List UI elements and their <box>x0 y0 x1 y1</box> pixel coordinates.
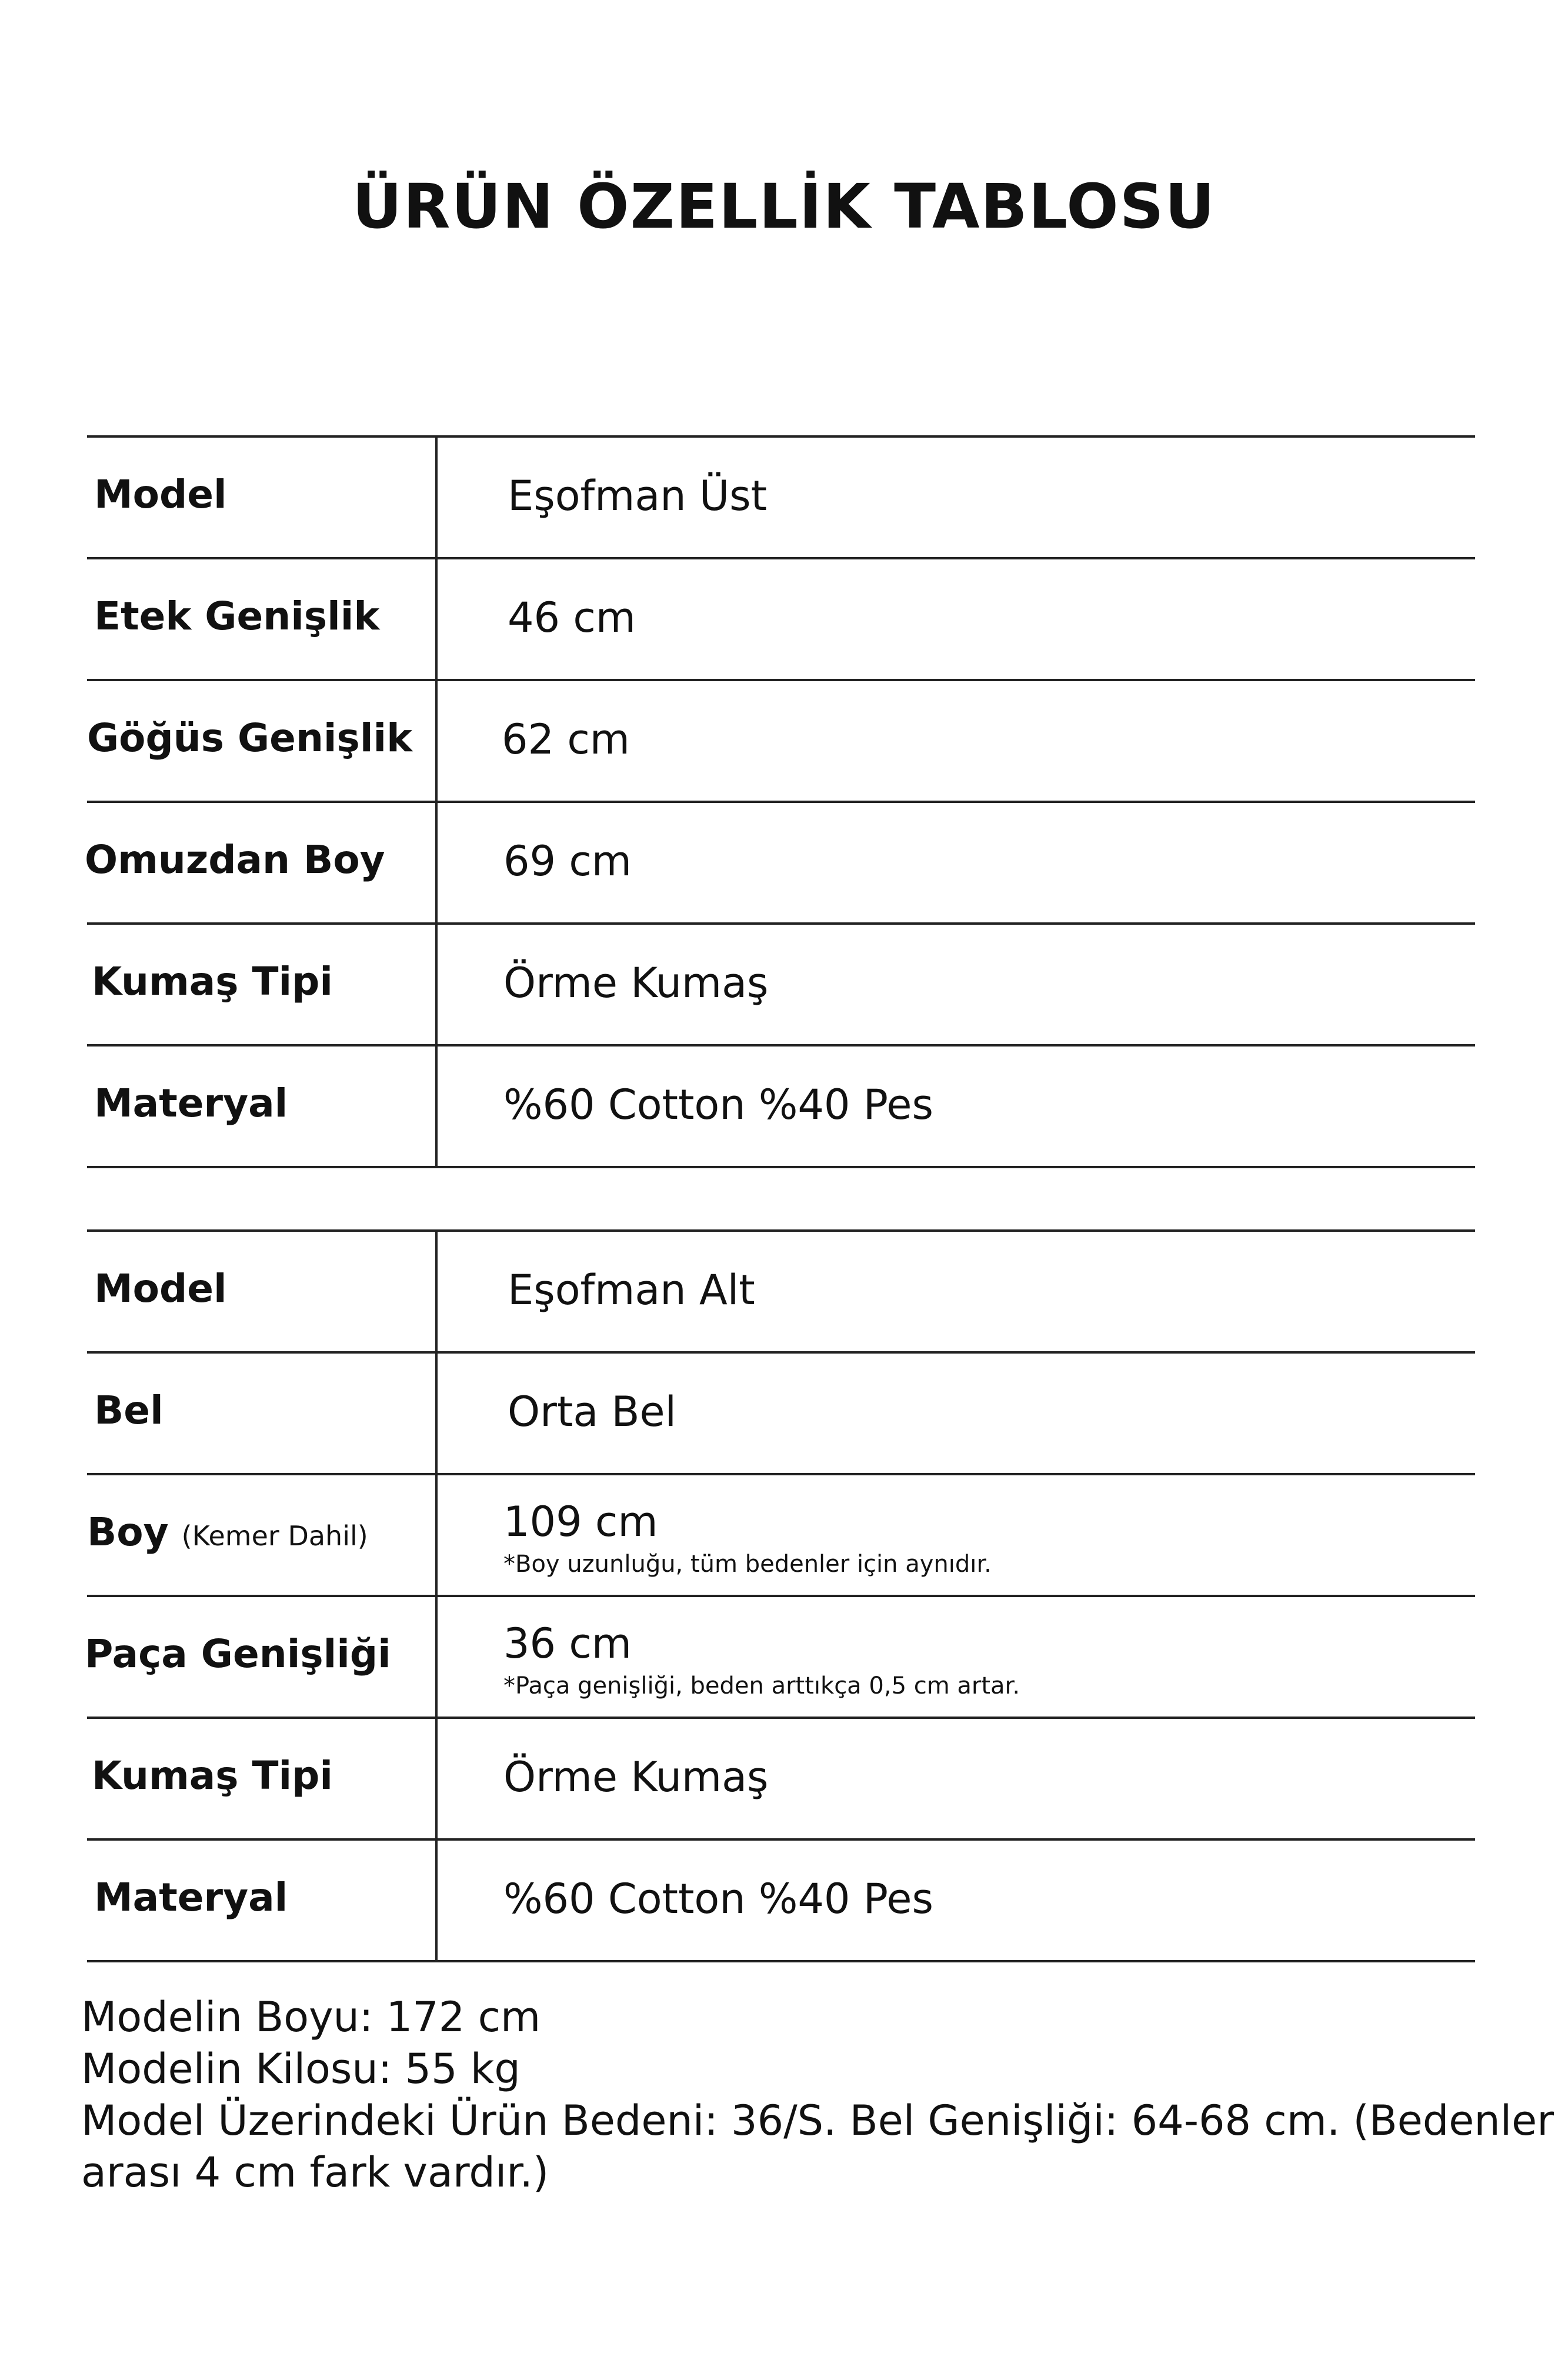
model-info <box>81 1991 1554 2198</box>
row-label: Omuzdan Boy <box>85 837 385 882</box>
value-cell <box>440 681 1475 801</box>
page-title: ÜRÜN ÖZELLİK TABLOSU <box>352 171 1216 242</box>
table-row <box>87 1841 1475 1962</box>
row-value: Örme Kumaş <box>503 1753 769 1801</box>
model-height-text: Modelin Boyu: 172 cm <box>81 1993 541 2041</box>
value-cell <box>440 1232 1475 1351</box>
value-cell <box>440 1354 1475 1473</box>
row-label: Etek Genişlik <box>94 594 380 639</box>
row-label: Materyal <box>94 1081 288 1126</box>
table-row <box>87 1354 1475 1475</box>
top-spec-table <box>87 435 1475 1168</box>
table-row <box>87 1719 1475 1841</box>
label-cell <box>87 1597 438 1717</box>
row-value: Eşofman Üst <box>508 472 768 520</box>
value-cell <box>440 1597 1475 1717</box>
value-cell <box>440 1841 1475 1960</box>
value-cell <box>440 803 1475 922</box>
table-row <box>87 1475 1475 1597</box>
value-cell <box>440 1475 1475 1595</box>
row-value: Örme Kumaş <box>503 959 769 1007</box>
row-label-main: Boy <box>87 1509 169 1555</box>
row-label: Materyal <box>94 1875 288 1920</box>
row-value: 69 cm <box>503 837 632 885</box>
model-weight-text: Modelin Kilosu: 55 kg <box>81 2045 521 2093</box>
value-cell <box>440 925 1475 1044</box>
label-cell <box>87 1354 438 1473</box>
model-size-text: Model Üzerindeki Ürün Bedeni: 36/S. Bel Genişliği: 64-68 cm. (Bedenler <box>81 2097 1554 2145</box>
label-cell <box>87 1841 438 1960</box>
row-label <box>87 1509 368 1555</box>
row-value: 109 cm <box>503 1498 658 1546</box>
table-row <box>87 925 1475 1046</box>
row-label: Kumaş Tipi <box>92 959 333 1004</box>
value-cell <box>440 559 1475 679</box>
row-label-sub: (Kemer Dahil) <box>181 1520 368 1552</box>
row-note: *Paça genişliği, beden arttıkça 0,5 cm artar. <box>503 1672 1020 1699</box>
row-value: Orta Bel <box>508 1388 677 1436</box>
label-cell <box>87 1475 438 1595</box>
label-cell <box>87 681 438 801</box>
label-cell <box>87 559 438 679</box>
table-row <box>87 1597 1475 1719</box>
row-value: 62 cm <box>502 715 630 764</box>
label-cell <box>87 1232 438 1351</box>
value-cell <box>440 1046 1475 1166</box>
table-row <box>87 1232 1475 1354</box>
label-cell <box>87 1046 438 1166</box>
row-label: Göğüs Genişlik <box>87 715 412 761</box>
table-row <box>87 681 1475 803</box>
row-label: Model <box>94 472 227 517</box>
value-cell <box>440 1719 1475 1838</box>
row-label: Paça Genişliği <box>85 1631 391 1677</box>
table-row <box>87 1046 1475 1168</box>
table-row <box>87 559 1475 681</box>
row-value: %60 Cotton %40 Pes <box>503 1875 933 1923</box>
row-value: 36 cm <box>503 1619 632 1668</box>
row-label: Kumaş Tipi <box>92 1753 333 1798</box>
row-value: 46 cm <box>508 594 636 642</box>
row-value: %60 Cotton %40 Pes <box>503 1081 933 1129</box>
table-row <box>87 803 1475 925</box>
label-cell <box>87 925 438 1044</box>
row-label: Model <box>94 1266 227 1311</box>
value-cell <box>440 438 1475 557</box>
label-cell <box>87 438 438 557</box>
label-cell <box>87 1719 438 1838</box>
row-value: Eşofman Alt <box>508 1266 755 1314</box>
row-label: Bel <box>94 1388 164 1433</box>
row-note: *Boy uzunluğu, tüm bedenler için aynıdır. <box>503 1551 992 1578</box>
model-size-text-cont: arası 4 cm fark vardır.) <box>81 2148 549 2197</box>
bottom-spec-table <box>87 1229 1475 1962</box>
table-row <box>87 438 1475 559</box>
label-cell <box>87 803 438 922</box>
